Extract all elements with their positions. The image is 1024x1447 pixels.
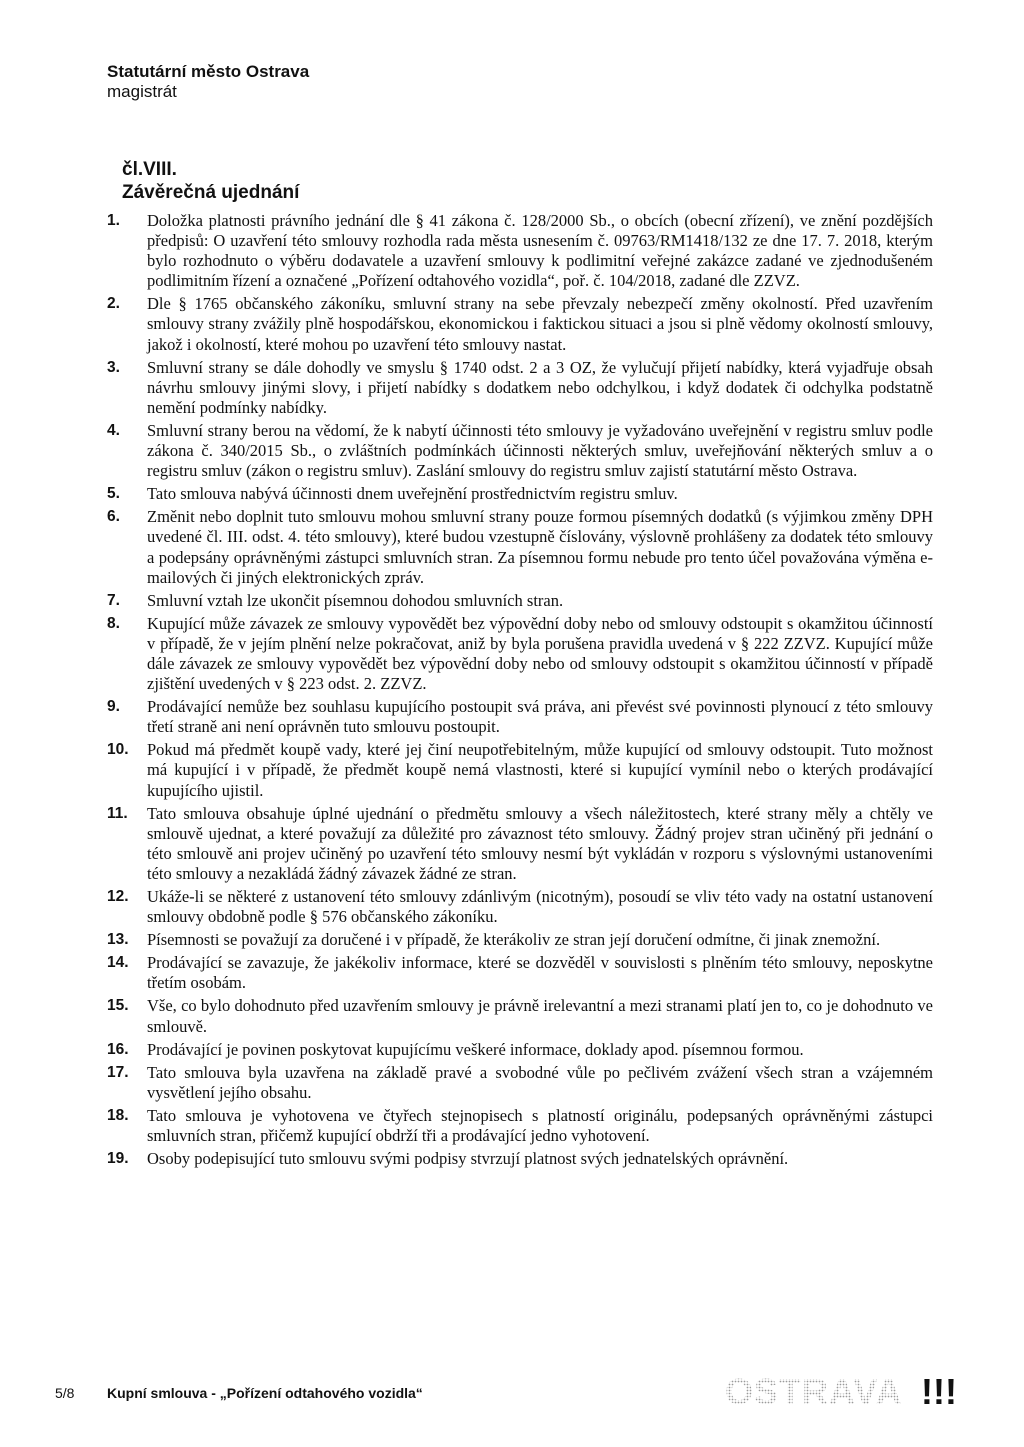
clause-text: Pokud má předmět koupě vady, které jej činí neupotřebitelným, může kupující od smlouvy odstoupit. Tuto možnost má kupující i v případě, že předmět koupě nemá vlastnosti, které si kupující vymínil nebo o kterých prodávající kupujícího ujistil. <box>147 740 933 800</box>
clause-text: Osoby podepisující tuto smlouvu svými podpisy stvrzují platnost svých jednatelských oprávnění. <box>147 1149 789 1169</box>
clause-12 <box>107 887 933 927</box>
clause-9 <box>107 697 933 737</box>
clause-19 <box>107 1149 933 1169</box>
clause-8 <box>107 614 933 694</box>
clause-number: 5. <box>107 485 120 503</box>
clause-15 <box>107 996 933 1036</box>
document-title: Kupní smlouva - „Pořízení odtahového vozidla“ <box>107 1385 423 1401</box>
clause-18 <box>107 1106 933 1146</box>
section-number: čl.VIII. <box>122 159 177 180</box>
clause-10 <box>107 740 933 800</box>
clause-text: Prodávající nemůže bez souhlasu kupujícího postoupit svá práva, ani převést své povinnosti plynoucí z této smlouvy třetí straně ani není oprávněn tuto smlouvu postoupit. <box>147 697 933 737</box>
clause-text: Tato smlouva nabývá účinnosti dnem uveřejnění prostřednictvím registru smluv. <box>147 484 678 504</box>
clause-number: 4. <box>107 421 120 439</box>
clause-6 <box>107 507 933 587</box>
clause-text: Ukáže-li se některé z ustanovení této smlouvy zdánlivým (nicotným), posoudí se vliv této vady na ostatní ustanovení smlouvy obdobně podle § 576 občanského zákoníku. <box>147 887 933 927</box>
clause-text: Tato smlouva obsahuje úplné ujednání o předmětu smlouvy a všech náležitostech, které strany měly a chtěly ve smlouvě ujednat, a které považují za důležité pro závaznost této smlouvy. Žádný projev stran učiněný při jednání o této smlouvě ani projev učiněný po uzavření této smlouvy nesmí být vykládán v rozporu s výslovnými ustanoveními této smlouvy a nezakládá žádný závazek žádné ze stran. <box>147 803 933 883</box>
clause-text: Prodávající se zavazuje, že jakékoliv informace, které se dozvěděl v souvislosti s plněním této smlouvy, neposkytne třetím osobám. <box>147 953 933 993</box>
section-heading <box>122 158 299 204</box>
clause-16 <box>107 1040 933 1060</box>
page-number: 5/8 <box>55 1385 75 1401</box>
clause-number: 18. <box>107 1106 129 1124</box>
clause-number: 19. <box>107 1150 129 1168</box>
clause-3 <box>107 358 933 418</box>
clause-number: 15. <box>107 997 129 1015</box>
clause-2 <box>107 294 933 354</box>
clause-13 <box>107 930 933 950</box>
clause-1 <box>107 211 933 291</box>
clause-number: 3. <box>107 358 120 376</box>
clause-14 <box>107 953 933 993</box>
clause-text: Písemnosti se považují za doručené i v případě, že kterákoliv ze stran její doručení odmítne, či jinak znemožní. <box>147 930 881 950</box>
clause-text: Smluvní strany se dále dohodly ve smyslu § 1740 odst. 2 a 3 OZ, že vylučují přijetí nabídky, která vyjadřuje obsah návrhu smlouvy jinými slovy, i přijetí nabídky s dodatkem nebo odchylkou, i když dodatek či odchylka podstatně nemění podmínky nabídky. <box>147 357 933 417</box>
clause-text: Tato smlouva je vyhotovena ve čtyřech stejnopisech s platností originálu, podepsaných oprávněnými zástupci smluvních stran, přičemž kupující obdrží tři a prodávající jedno vyhotovení. <box>147 1105 933 1146</box>
header <box>107 62 309 102</box>
ostrava-logo <box>725 1371 975 1409</box>
organization-name: Statutární město Ostrava <box>107 62 310 81</box>
clause-7 <box>107 591 933 611</box>
clause-number: 1. <box>107 212 120 229</box>
clause-number: 11. <box>107 804 128 822</box>
clause-17 <box>107 1063 933 1103</box>
clause-number: 16. <box>107 1040 129 1058</box>
clause-text: Tato smlouva byla uzavřena na základě pravé a svobodné vůle po pečlivém zvážení všech stran a vzájemném vysvětlení jejího obsahu. <box>147 1062 933 1102</box>
section-title: Závěrečná ujednání <box>122 182 300 203</box>
clause-11 <box>107 804 933 884</box>
svg-text:OSTRAVA: OSTRAVA <box>725 1371 903 1409</box>
clause-number: 8. <box>107 614 120 632</box>
clause-text: Vše, co bylo dohodnuto před uzavřením smlouvy je právně irelevantní a mezi stranami platí jen to, co je dohodnuto ve smlouvě. <box>147 996 933 1036</box>
clause-text: Smluvní vztah lze ukončit písemnou dohodou smluvních stran. <box>147 590 564 610</box>
clause-number: 13. <box>107 931 129 949</box>
clause-text: Smluvní strany berou na vědomí, že k nabytí účinnosti této smlouvy je vyžadováno uveřejnění v registru smluv podle zákona č. 340/2015 Sb., o zvláštních podmínkách účinnosti některých smluv, uveřejňování některých smluv a o registru smluv (zákon o registru smluv). Zaslání smlouvy do registru smluv zajistí statutární město Ostrava. <box>147 420 933 481</box>
clause-number: 6. <box>107 508 120 526</box>
clause-number: 12. <box>107 888 129 905</box>
svg-text:!!!: !!! <box>921 1371 957 1409</box>
clause-4 <box>107 421 933 481</box>
clause-text: Doložka platnosti právního jednání dle § 41 zákona č. 128/2000 Sb., o obcích (obecní zřízení), ve znění pozdějších předpisů: O uzavření této smlouvy rozhodla rada města usnesením č. 09763/RM1418/132 ze dne 17. 7. 2018, kterým bylo rozhodnuto o výběru dodavatele a uzavření smlouvy k podlimitní veřejné zakázce zadané ve zjednodušeném podlimitním řízení a označené „Pořízení odtahového vozidla“, poř. č. 104/2018, zadané dle ZZVZ. <box>147 211 933 291</box>
page-footer <box>55 1373 975 1413</box>
organization-unit: magistrát <box>107 82 177 101</box>
clause-text: Změnit nebo doplnit tuto smlouvu mohou smluvní strany pouze formou písemných dodatků (s výjimkou změny DPH uvedené čl. III. odst. 4. této smlouvy), které budou vzestupně číslovány, výslovně prohlášeny za dodatek této smlouvy a podepsány oprávněnými zástupci smluvních stran. Za písemnou formu nebude pro tento účel považována výměna e-mailových či jiných elektronických zpráv. <box>147 507 933 587</box>
clause-text: Kupující může závazek ze smlouvy vypovědět bez výpovědní doby nebo od smlouvy odstoupit s okamžitou účinností v případě, že v jejím plnění nelze pokračovat, aniž by byla porušena pravidla uvedená v § 222 ZZVZ. Kupující může dále závazek ze smlouvy vypovědět bez výpovědní doby nebo od smlouvy odstoupit s okamžitou účinností v případě zjištění uvedených v § 223 odst. 2. ZZVZ. <box>147 613 933 694</box>
clause-number: 17. <box>107 1063 129 1081</box>
clause-text: Prodávající je povinen poskytovat kupujícímu veškeré informace, doklady apod. písemnou formou. <box>147 1039 804 1059</box>
clause-number: 10. <box>107 741 129 759</box>
clause-5 <box>107 484 933 504</box>
clause-list <box>107 211 933 1172</box>
clause-number: 14. <box>107 954 129 972</box>
clause-number: 9. <box>107 698 120 716</box>
clause-number: 7. <box>107 591 120 609</box>
clause-number: 2. <box>107 295 120 313</box>
clause-text: Dle § 1765 občanského zákoníku, smluvní strany na sebe převzaly nebezpečí změny okolností. Před uzavřením smlouvy strany zvážily plně hospodářskou, ekonomickou i faktickou situaci a jsou si plně vědomy okolností smlouvy, jakož i okolností, které mohou po uzavření této smlouvy nastat. <box>147 294 933 354</box>
